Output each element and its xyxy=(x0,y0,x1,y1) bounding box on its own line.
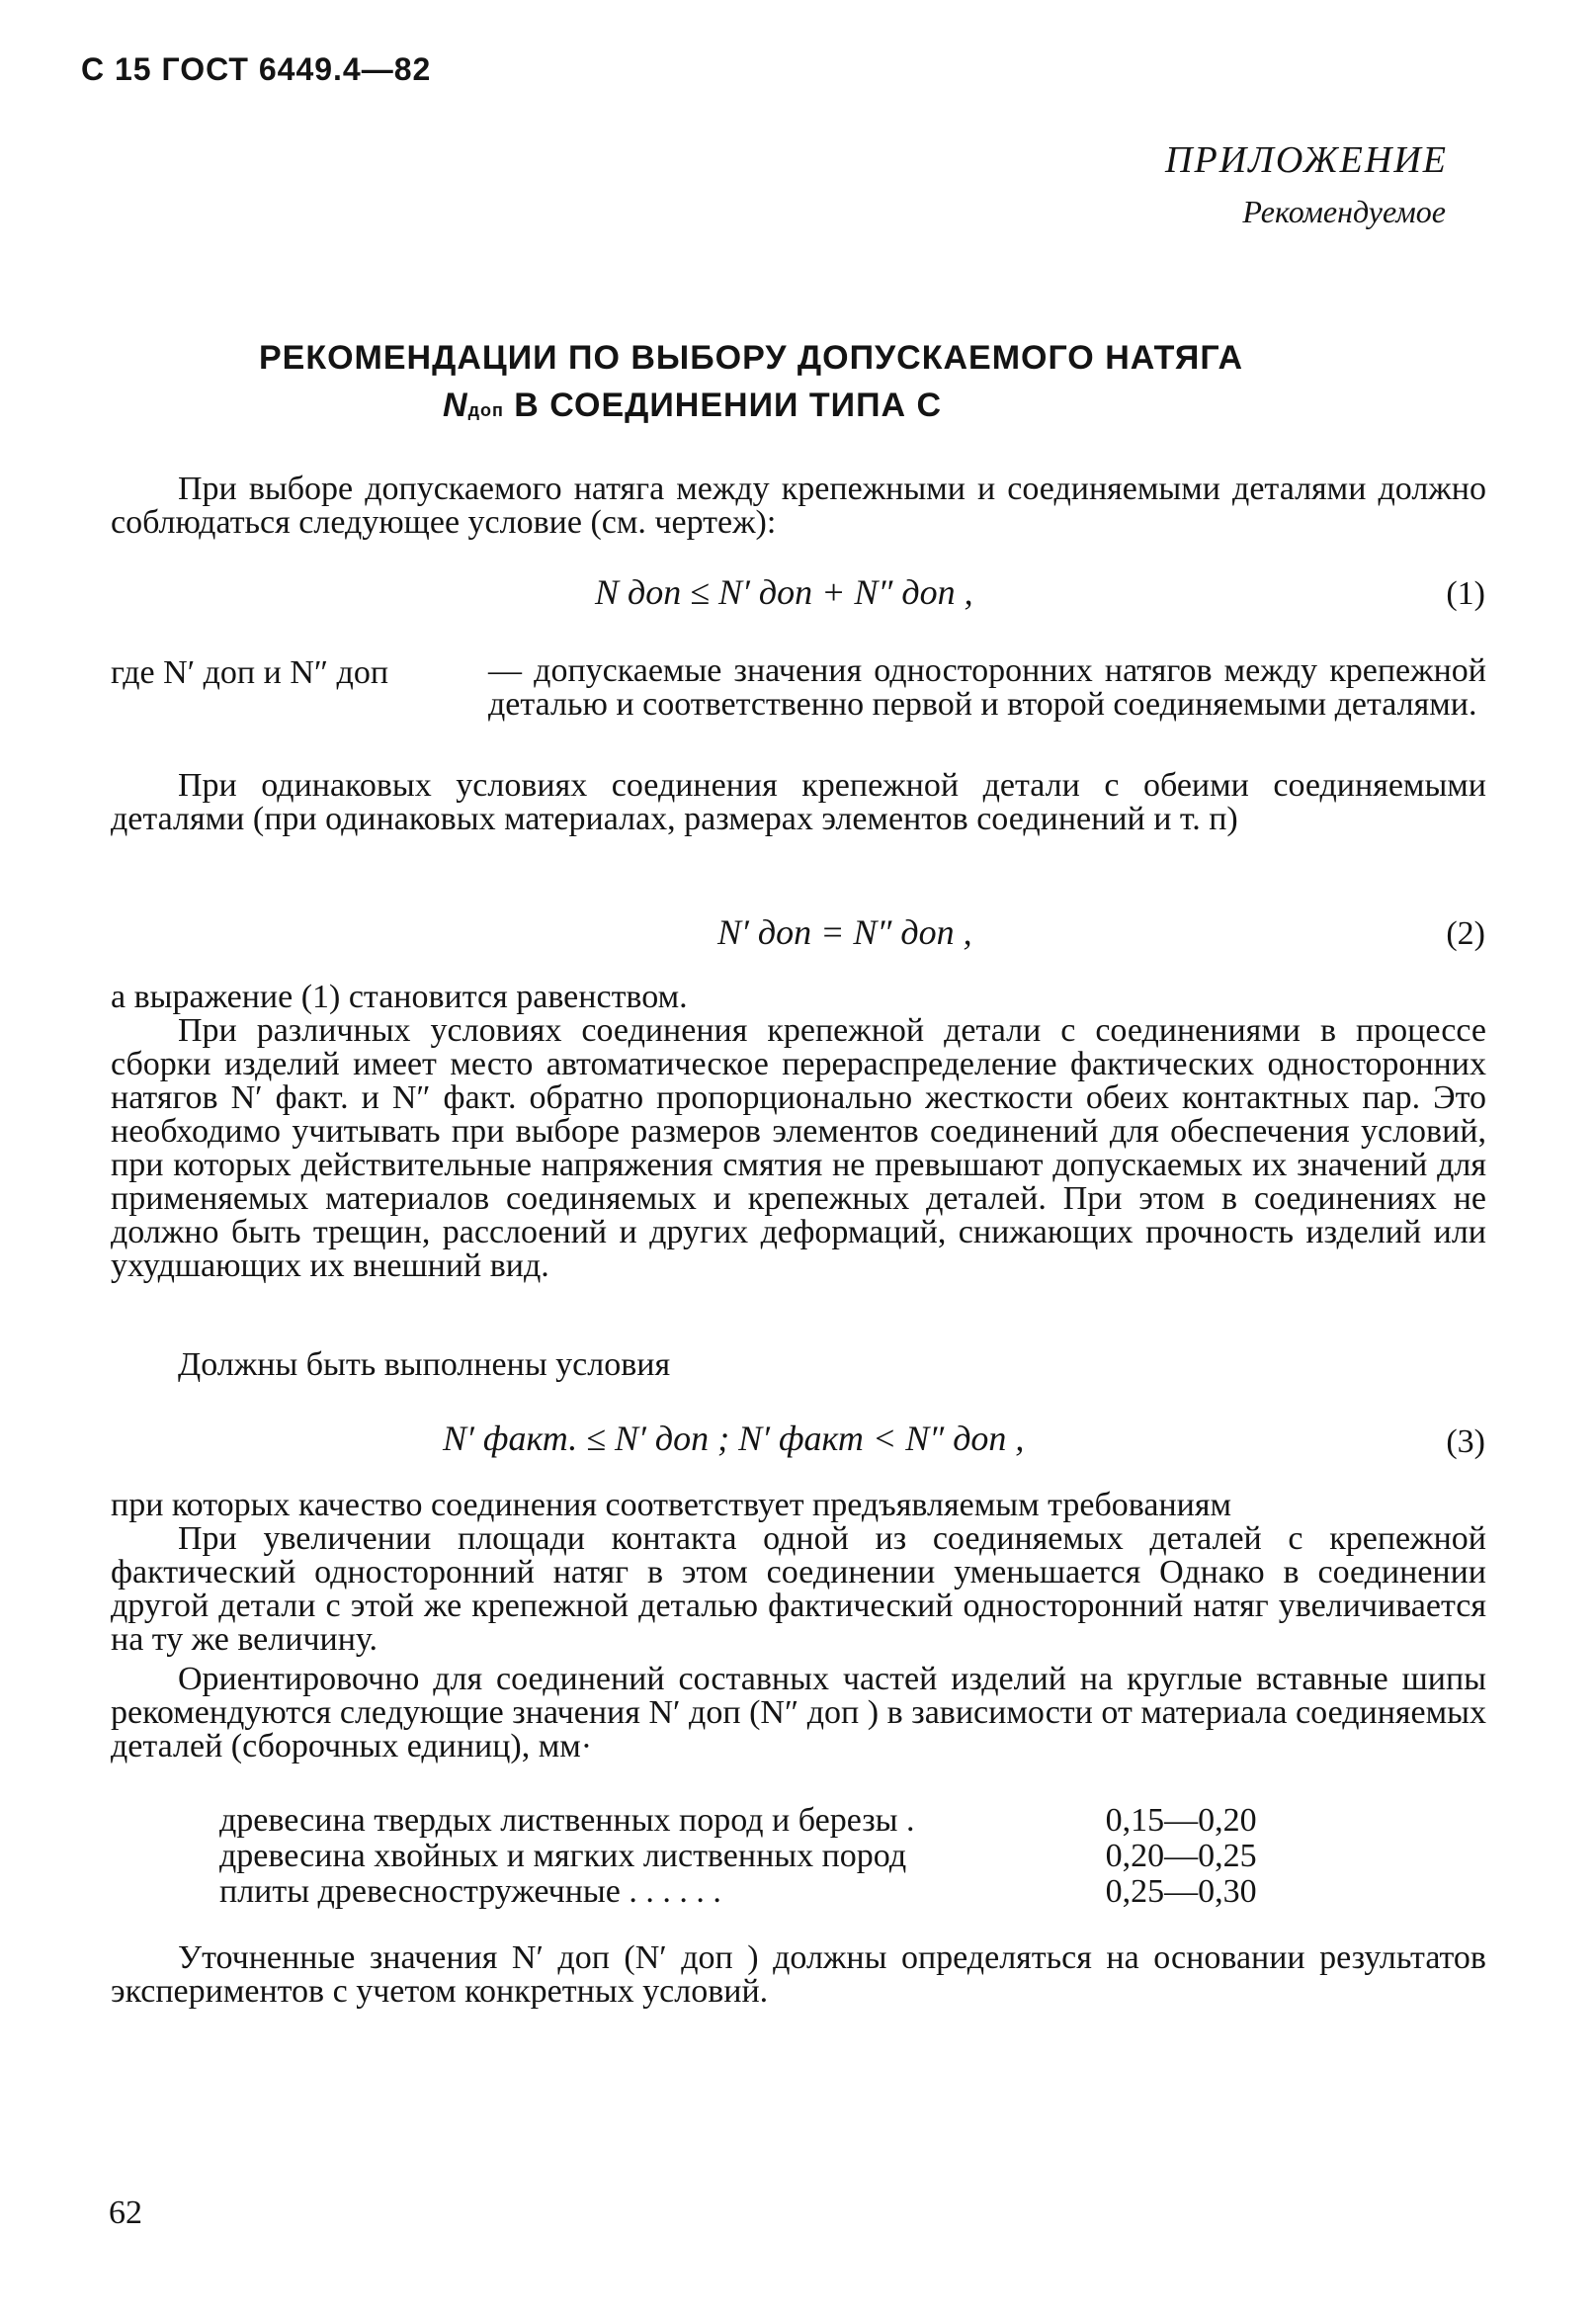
where-definition: — допускаемые значения односторонних натягов между крепежной деталью и соответственно первой и второй соединяемыми деталями. xyxy=(488,652,1486,723)
value-cell: 0,20—0,25 xyxy=(1105,1838,1257,1874)
table-row xyxy=(219,1839,1297,1874)
material-cell: древесина хвойных и мягких лиственных пород xyxy=(219,1838,907,1874)
running-head: С 15 ГОСТ 6449.4—82 xyxy=(81,51,432,87)
formula-2-number: (2) xyxy=(1446,915,1485,952)
formula-1: N доп ≤ N′ доп + N″ доп , xyxy=(595,572,973,612)
title-line-1: РЕКОМЕНДАЦИИ ПО ВЫБОРУ ДОПУСКАЕМОГО НАТЯГА xyxy=(259,339,1244,377)
material-cell: древесина твердых лиственных пород и березы . xyxy=(219,1802,915,1839)
value-cell: 0,15—0,20 xyxy=(1105,1802,1257,1839)
formula-3-number: (3) xyxy=(1446,1423,1485,1460)
paragraph-2: При одинаковых условиях соединения крепежной детали с обеими соединяемыми деталями (при одинаковых материалах, размерах элементов соединений и т. п) xyxy=(111,767,1486,837)
page-title xyxy=(259,334,1243,382)
paragraph-7: При увеличении площади контакта одной из соединяемых деталей с крепежной фактический односторонний натяг в этом соединении уменьшается Однако в соединении другой детали с этой же крепежной деталью фактический односторонний натяг увеличивается на ту же величину. xyxy=(111,1520,1486,1658)
value-cell: 0,25—0,30 xyxy=(1105,1873,1257,1910)
paragraph-5: Должны быть выполнены условия xyxy=(178,1346,671,1383)
formula-3: N′ факт. ≤ N′ доп ; N′ факт < N″ доп , xyxy=(443,1419,1025,1458)
title-line-2 xyxy=(443,382,942,434)
paragraph-8: Ориентировочно для соединений составных частей изделий на круглые вставные шипы рекомендуются следующие значения N′ доп (N″ доп ) в зависимости от материала соединяемых деталей (сборочных единиц), мм· xyxy=(111,1661,1486,1764)
table-row xyxy=(219,1803,1297,1839)
formula-1-number: (1) xyxy=(1446,575,1485,612)
paragraph-3: а выражение (1) становится равенством. xyxy=(111,979,688,1015)
appendix-label: ПРИЛОЖЕНИЕ xyxy=(1165,139,1448,181)
title-symbol: N xyxy=(443,387,468,424)
page-number: 62 xyxy=(109,2194,142,2231)
values-table xyxy=(219,1803,1297,1910)
paragraph-1: При выборе допускаемого натяга между крепежными и соединяемыми деталями должно соблюдаться следующее условие (см. чертеж): xyxy=(111,471,1486,541)
material-cell: плиты древесностружечные . . . . . . xyxy=(219,1873,721,1910)
table-row xyxy=(219,1874,1297,1910)
title-rest: В СОЕДИНЕНИИ ТИПА С xyxy=(503,387,943,424)
paragraph-9: Уточненные значения N′ доп (N′ доп ) должны определяться на основании результатов экспериментов с учетом конкретных условий. xyxy=(111,1939,1486,2010)
formula-2: N′ доп = N″ доп , xyxy=(717,912,972,952)
appendix-status: Рекомендуемое xyxy=(1242,194,1446,229)
title-subscript: доп xyxy=(467,400,504,420)
paragraph-4: При различных условиях соединения крепежной детали с соединениями в процессе сборки изделий имеет место автоматическое перераспределение фактических односторонних натягов N′ факт. и N″ факт. обратно пропорционально жесткости обеих контактных пар. Это необходимо учитывать при выборе размеров элементов соединений для обеспечения условий, при которых действительные напряжения смятия не превышают допускаемых их значений для применяемых материалов соединяемых и крепежных деталей. При этом в соединениях не должно быть трещин, расслоений и других деформаций, снижающих прочность изделий или ухудшающих их внешний вид. xyxy=(111,1012,1486,1284)
where-lead: где N′ доп и N″ доп xyxy=(111,654,389,691)
paragraph-6: при которых качество соединения соответствует предъявляемым требованиям xyxy=(111,1487,1231,1523)
